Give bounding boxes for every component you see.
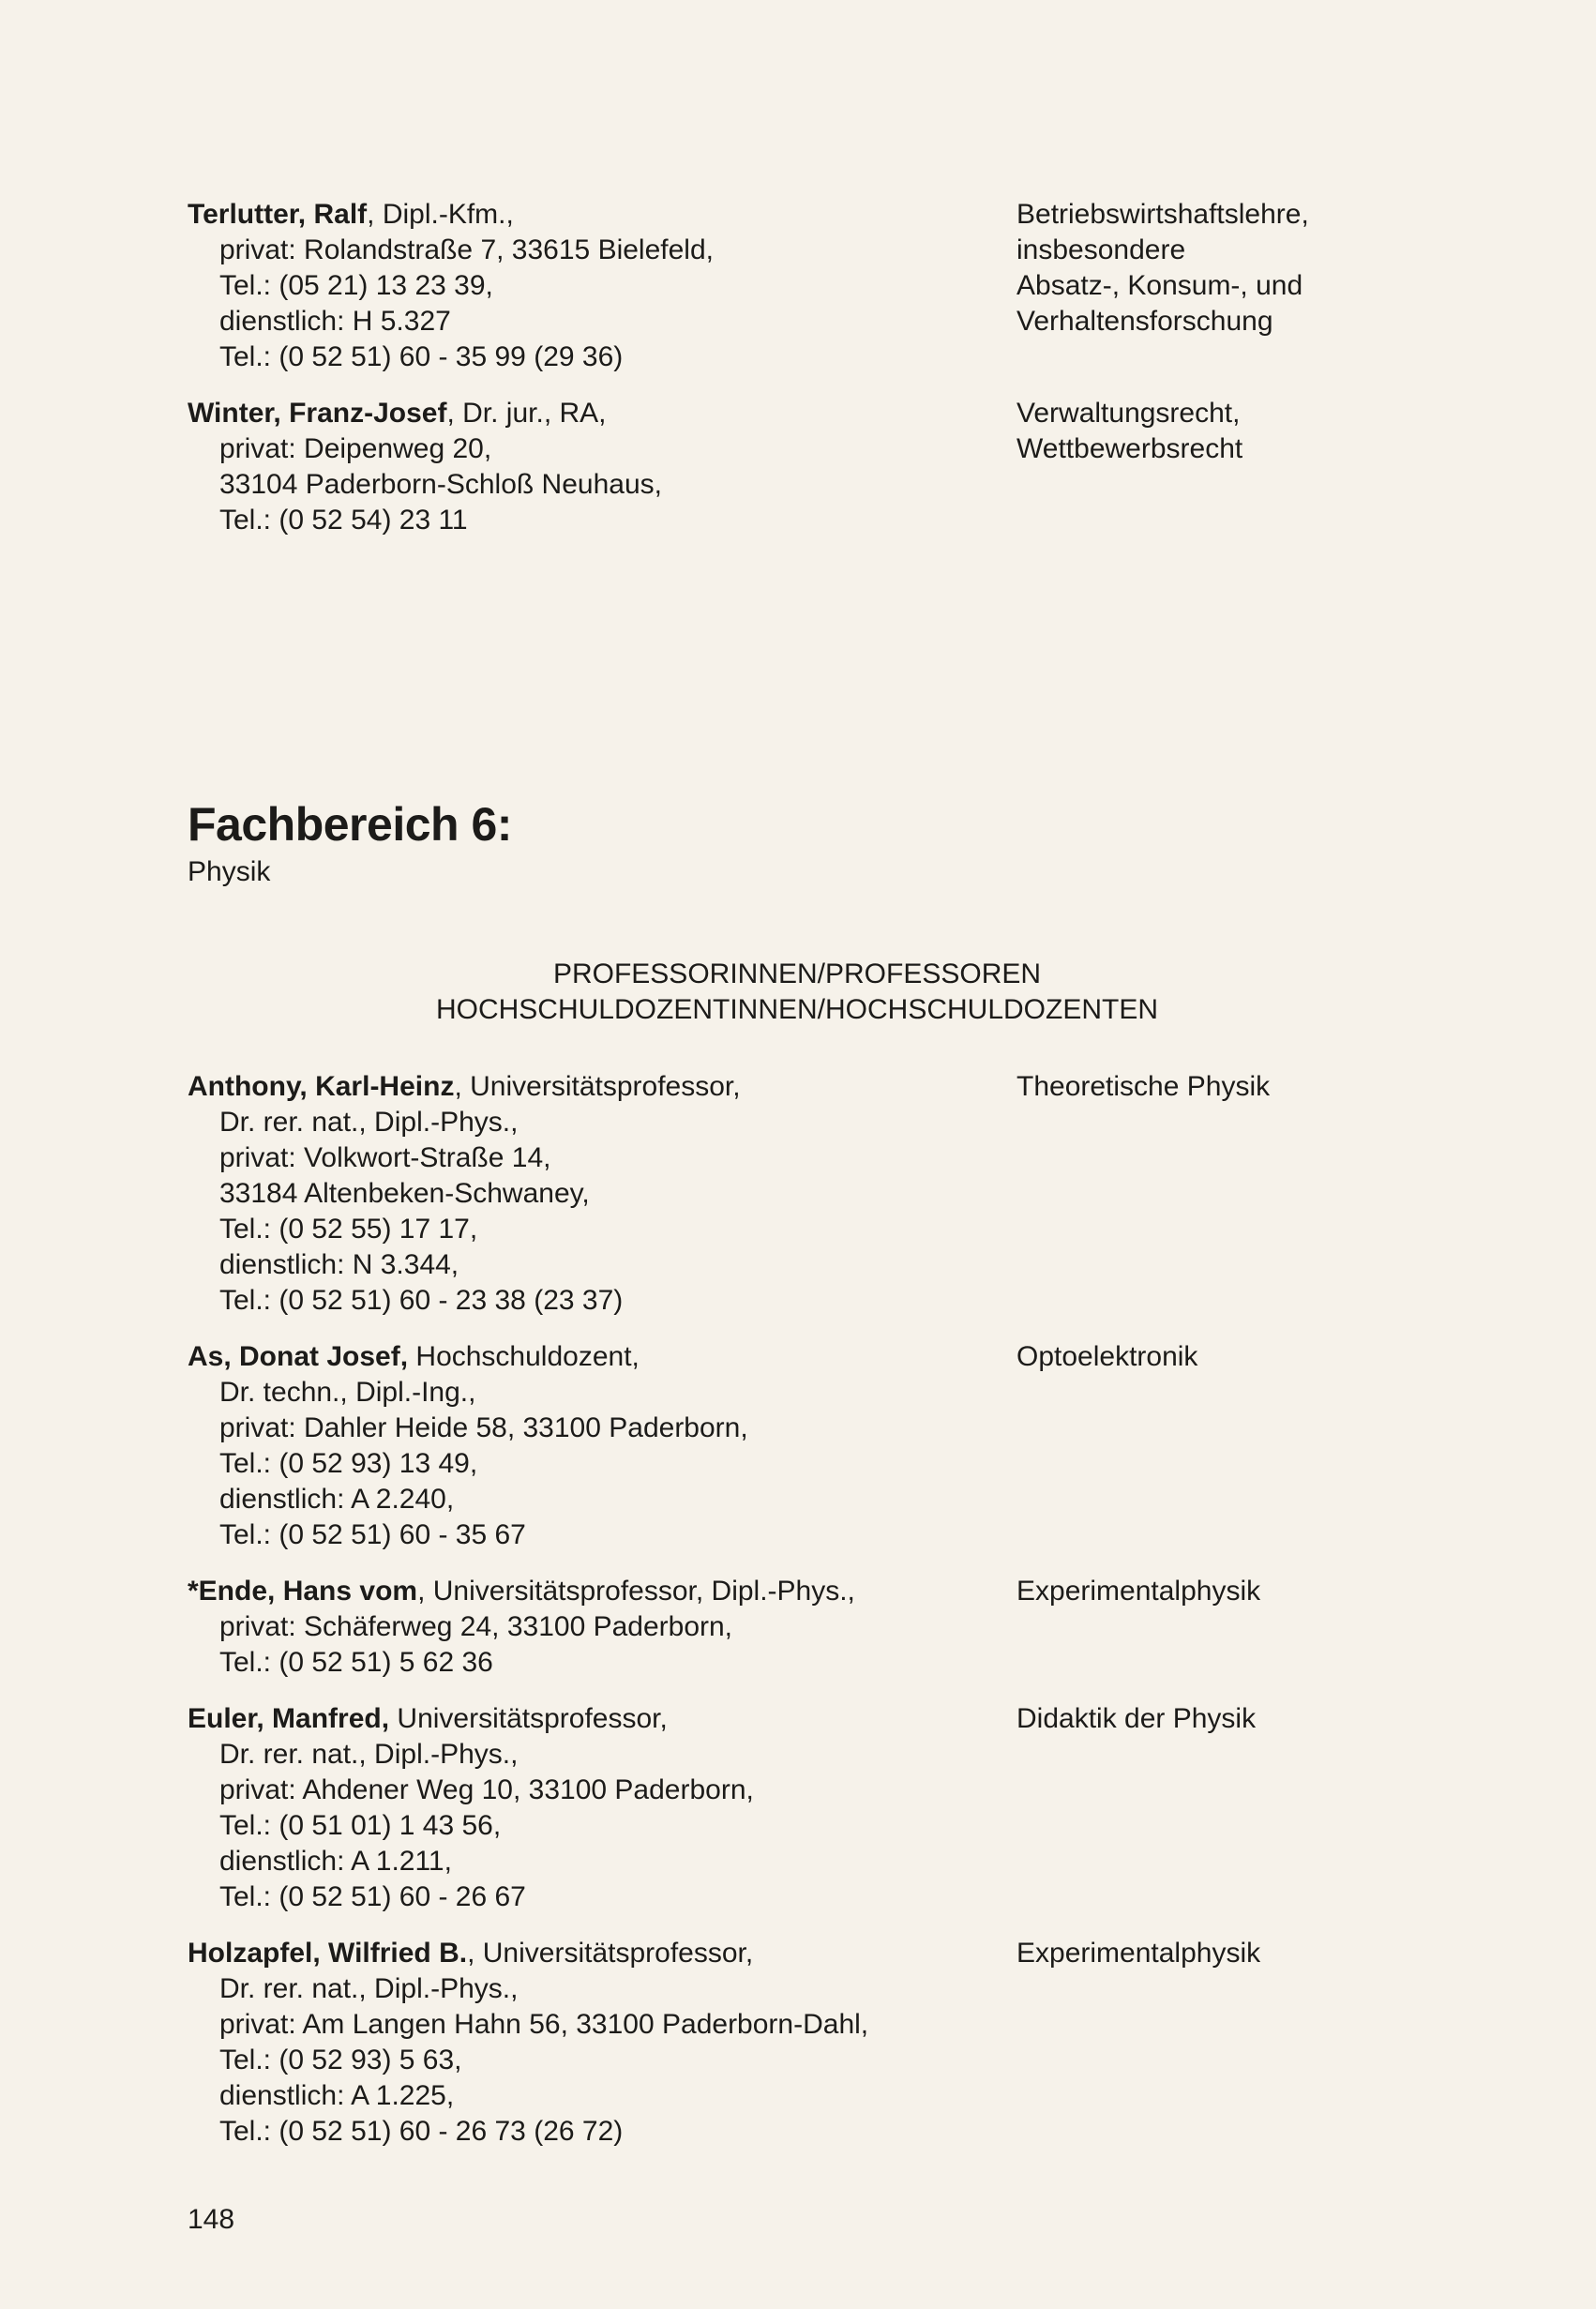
- entry-detail-line: privat: Deipenweg 20,: [219, 433, 492, 464]
- subject-field: [1016, 396, 1410, 467]
- entry-detail-line: privat: Schäferweg 24, 33100 Paderborn,: [219, 1611, 733, 1642]
- section-subtitle: Physik: [188, 856, 271, 887]
- entry-detail-line: Tel.: (0 52 51) 5 62 36: [219, 1647, 493, 1678]
- group-heading: [188, 957, 1407, 1028]
- entry-detail-line: 33104 Paderborn-Schloß Neuhaus,: [219, 469, 662, 500]
- subject-field: [1016, 1936, 1410, 1971]
- entry-detail-line: Dr. rer. nat., Dipl.-Phys.,: [219, 1107, 519, 1138]
- person-title: , Universitätsprofessor,: [454, 1071, 741, 1102]
- person-name: Holzapfel, Wilfried B.: [188, 1938, 468, 1969]
- directory-entry: [188, 396, 1407, 538]
- entry-detail-line: privat: Rolandstraße 7, 33615 Bielefeld,: [219, 234, 714, 265]
- person-title: , Dr. jur., RA,: [446, 398, 607, 429]
- entry-detail-line: Dr. rer. nat., Dipl.-Phys.,: [219, 1973, 519, 2004]
- entry-detail-line: privat: Volkwort-Straße 14,: [219, 1142, 551, 1173]
- entry-detail-line: Dr. rer. nat., Dipl.-Phys.,: [219, 1739, 519, 1770]
- section-title: Fachbereich 6:: [188, 798, 512, 851]
- entry-first-line: [188, 197, 994, 233]
- subject-field: [1016, 197, 1410, 340]
- entry-first-line: [188, 396, 994, 431]
- entry-detail-line: Tel.: (0 52 54) 23 11: [219, 505, 468, 536]
- directory-entry: [188, 197, 1407, 375]
- subject-field-line: Experimentalphysik: [1016, 1938, 1261, 1969]
- subject-field-line: Betriebswirtshaftslehre,: [1016, 199, 1309, 230]
- entry-detail-line: Tel.: (0 52 51) 60 - 23 38 (23 37): [219, 1285, 624, 1316]
- entry-first-line: [188, 1339, 994, 1375]
- entry-first-line: [188, 1701, 994, 1737]
- entry-detail-line: Tel.: (0 52 51) 60 - 26 67: [219, 1881, 526, 1912]
- group-heading-line: PROFESSORINNEN/PROFESSOREN: [552, 958, 1042, 989]
- entry-details: [188, 1069, 994, 1319]
- entry-first-line: [188, 1574, 994, 1609]
- person-name: Terlutter, Ralf: [188, 199, 368, 230]
- entry-detail-line: dienstlich: A 2.240,: [219, 1484, 455, 1515]
- person-name: Anthony, Karl-Heinz: [188, 1071, 455, 1102]
- subject-field-line: Verhaltensforschung: [1016, 306, 1273, 337]
- person-name: *Ende, Hans vom: [188, 1576, 418, 1607]
- subject-field: [1016, 1701, 1410, 1737]
- entry-details: [188, 396, 994, 538]
- entry-detail-line: Tel.: (0 52 55) 17 17,: [219, 1214, 478, 1245]
- directory-entry: [188, 1339, 1407, 1553]
- person-title: , Universitätsprofessor, Dipl.-Phys.,: [417, 1576, 855, 1607]
- subject-field: [1016, 1069, 1410, 1105]
- entry-detail-line: Tel.: (0 52 51) 60 - 26 73 (26 72): [219, 2116, 624, 2147]
- subject-field-line: Verwaltungsrecht,: [1016, 398, 1241, 429]
- person-name: As, Donat Josef,: [188, 1341, 409, 1372]
- subject-field-line: Absatz-, Konsum-, und: [1016, 270, 1303, 301]
- person-title: , Universitätsprofessor,: [467, 1938, 754, 1969]
- subject-field-line: Optoelektronik: [1016, 1341, 1198, 1372]
- group-heading-line: HOCHSCHULDOZENTINNEN/HOCHSCHULDOZENTEN: [435, 994, 1159, 1025]
- entry-detail-line: Tel.: (0 52 51) 60 - 35 67: [219, 1519, 526, 1550]
- entry-details: [188, 1339, 994, 1553]
- entry-detail-line: privat: Dahler Heide 58, 33100 Paderborn,: [219, 1412, 748, 1443]
- subject-field-line: Wettbewerbsrecht: [1016, 433, 1243, 464]
- entry-detail-line: Tel.: (0 52 93) 5 63,: [219, 2045, 462, 2075]
- person-name: Euler, Manfred,: [188, 1703, 390, 1734]
- entry-details: [188, 1936, 994, 2150]
- entry-detail-line: Tel.: (0 52 93) 13 49,: [219, 1448, 478, 1479]
- directory-entry: [188, 1701, 1407, 1915]
- entry-details: [188, 1701, 994, 1915]
- directory-entry: [188, 1936, 1407, 2150]
- entry-detail-line: Tel.: (05 21) 13 23 39,: [219, 270, 493, 301]
- person-title: Universitätsprofessor,: [389, 1703, 668, 1734]
- entry-detail-line: Tel.: (0 51 01) 1 43 56,: [219, 1810, 502, 1841]
- subject-field: [1016, 1574, 1410, 1609]
- entry-detail-line: dienstlich: H 5.327: [219, 306, 451, 337]
- top-entry-list: [188, 197, 1407, 559]
- entry-details: [188, 197, 994, 375]
- person-title: , Dipl.-Kfm.,: [367, 199, 514, 230]
- entry-detail-line: privat: Am Langen Hahn 56, 33100 Paderborn-Dahl,: [219, 2009, 869, 2040]
- person-name: Winter, Franz-Josef: [188, 398, 447, 429]
- entry-first-line: [188, 1069, 994, 1105]
- subject-field-line: Theoretische Physik: [1016, 1071, 1271, 1102]
- subject-field-line: insbesondere: [1016, 234, 1186, 265]
- entry-list: [188, 1069, 1407, 2170]
- subject-field-line: Experimentalphysik: [1016, 1576, 1261, 1607]
- entry-detail-line: 33184 Altenbeken-Schwaney,: [219, 1178, 590, 1209]
- subject-field: [1016, 1339, 1410, 1375]
- entry-detail-line: Dr. techn., Dipl.-Ing.,: [219, 1377, 476, 1408]
- entry-detail-line: dienstlich: N 3.344,: [219, 1249, 459, 1280]
- entry-detail-line: dienstlich: A 1.225,: [219, 2080, 455, 2111]
- entry-detail-line: privat: Ahdener Weg 10, 33100 Paderborn,: [219, 1774, 754, 1805]
- entry-details: [188, 1574, 994, 1681]
- entry-detail-line: dienstlich: A 1.211,: [219, 1846, 452, 1877]
- section-heading: [188, 795, 512, 891]
- entry-first-line: [188, 1936, 994, 1971]
- directory-entry: [188, 1574, 1407, 1681]
- page-number: 148: [188, 2204, 235, 2235]
- person-title: Hochschuldozent,: [408, 1341, 640, 1372]
- subject-field-line: Didaktik der Physik: [1016, 1703, 1257, 1734]
- entry-detail-line: Tel.: (0 52 51) 60 - 35 99 (29 36): [219, 341, 624, 372]
- directory-entry: [188, 1069, 1407, 1319]
